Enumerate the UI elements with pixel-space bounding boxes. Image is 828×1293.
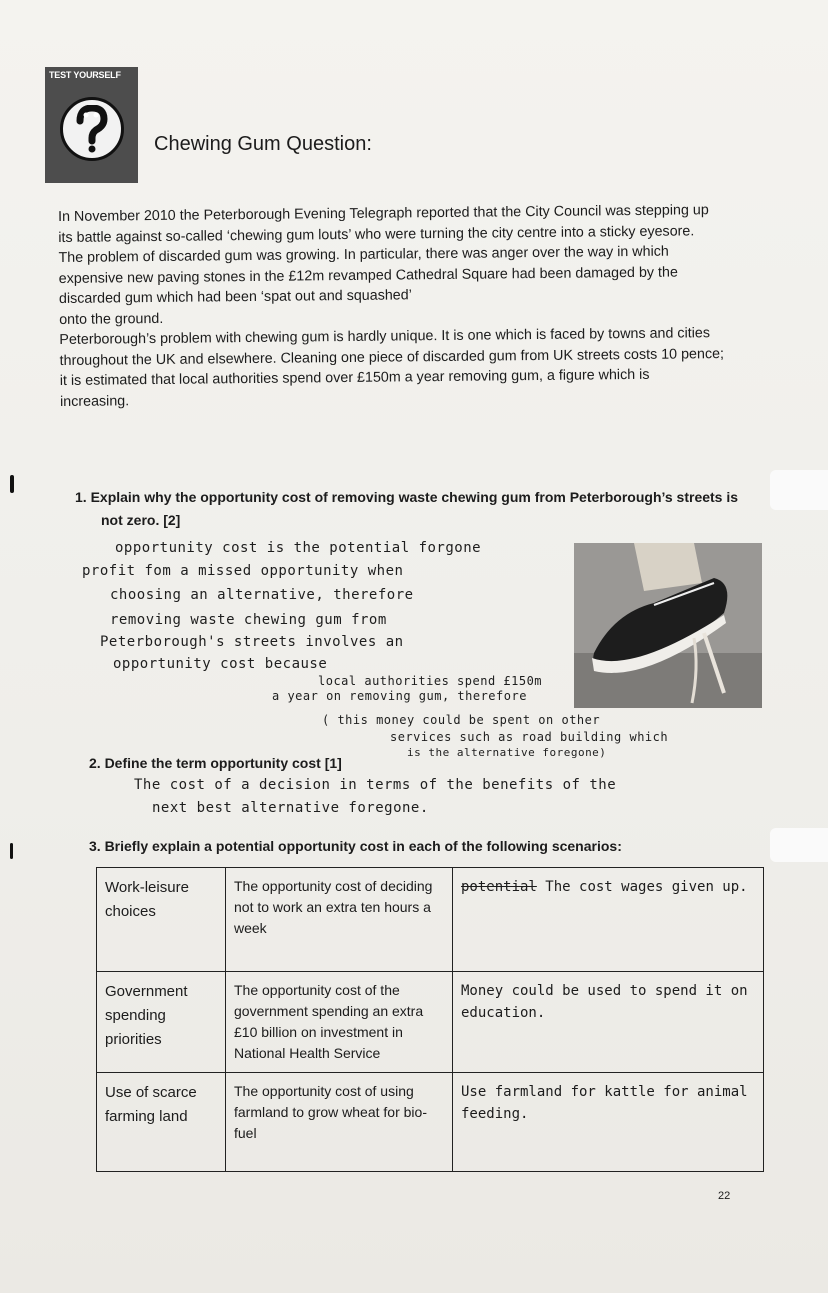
passage-line: The problem of discarded gum was growing. In particular, there was anger over the way in which xyxy=(58,243,669,266)
answer-1-line: is the alternative foregone) xyxy=(407,746,607,759)
passage-line: its battle against so-called ‘chewing gum louts’ who were turning the city centre into a sticky eyesore. xyxy=(58,222,695,246)
question-1-line1: 1. Explain why the opportunity cost of removing waste chewing gum from Peterborough’s streets is xyxy=(75,489,739,505)
answer-1-line: removing waste chewing gum from xyxy=(110,612,387,628)
answer-1-line: choosing an alternative, therefore xyxy=(110,587,414,603)
answer-1-line: opportunity cost because xyxy=(113,656,328,672)
question-cell: The opportunity cost of using farmland to grow wheat for bio-fuel xyxy=(226,1073,453,1172)
answer-2-line: next best alternative foregone. xyxy=(152,800,429,816)
page-number: 22 xyxy=(718,1190,731,1202)
page-title: Chewing Gum Question: xyxy=(154,133,372,155)
answer-text: The cost wages given up. xyxy=(545,879,748,895)
scenario-cell: Work-leisure choices xyxy=(97,868,226,972)
question-mark-icon xyxy=(60,97,124,161)
passage-line: In November 2010 the Peterborough Evening Telegraph reported that the City Council was stepping up xyxy=(58,202,709,225)
margin-mark xyxy=(10,843,13,859)
page-tab xyxy=(770,828,828,862)
question-2-label: 2. Define the term opportunity cost [1] xyxy=(89,755,342,771)
scenario-cell: Use of scarce farming land xyxy=(97,1073,226,1172)
question-cell: The opportunity cost of deciding not to work an extra ten hours a week xyxy=(226,868,453,972)
answer-cell: Use farmland for kattle for animal feeding. xyxy=(453,1073,764,1172)
passage-line: it is estimated that local authorities spend over £150m a year removing gum, a figure which is xyxy=(59,366,650,389)
scenario-cell: Government spending priorities xyxy=(97,972,226,1073)
table-row xyxy=(97,868,764,972)
passage-line: discarded gum which had been ‘spat out and squashed’ xyxy=(58,287,412,307)
article-passage xyxy=(58,200,775,412)
scenarios-table xyxy=(96,867,764,1172)
answer-2-line: The cost of a decision in terms of the benefits of the xyxy=(134,777,617,793)
answer-1-line: Peterborough's streets involves an xyxy=(100,634,404,650)
answer-cell xyxy=(453,868,764,972)
passage-line: expensive new paving stones in the £12m revamped Cathedral Square had been damaged by the xyxy=(58,264,678,287)
answer-1-line: services such as road building which xyxy=(390,730,669,744)
passage-line: Peterborough’s problem with chewing gum is hardly unique. It is one which is faced by towns and cities xyxy=(59,325,711,348)
answer-cell: Money could be used to spend it on education. xyxy=(453,972,764,1073)
table-row xyxy=(97,1073,764,1172)
answer-1-line: opportunity cost is the potential forgone xyxy=(115,540,482,556)
answer-1-line: profit fom a missed opportunity when xyxy=(82,563,404,579)
answer-1-line: ( this money could be spent on other xyxy=(322,713,601,727)
question-1-line2: not zero. [2] xyxy=(101,512,181,528)
passage-line: onto the ground. xyxy=(59,310,164,328)
badge-label: TEST YOURSELF xyxy=(49,70,121,80)
question-3-label: 3. Briefly explain a potential opportunity cost in each of the following scenarios: xyxy=(89,838,622,854)
passage-line: throughout the UK and elsewhere. Cleaning one piece of discarded gum from UK streets costs 10 pence; xyxy=(59,345,725,369)
passage-line: increasing. xyxy=(59,392,130,410)
struck-word: potential xyxy=(461,879,537,895)
answer-1-line: a year on removing gum, therefore xyxy=(272,689,527,703)
answer-1-line: local authorities spend £150m xyxy=(318,674,543,688)
table-row xyxy=(97,972,764,1073)
margin-mark xyxy=(10,475,14,493)
chewing-gum-shoe-photo xyxy=(574,543,762,708)
test-yourself-badge xyxy=(45,67,138,183)
question-cell: The opportunity cost of the government spending an extra £10 billion on investment in National Health Service xyxy=(226,972,453,1073)
page-tab xyxy=(770,470,828,510)
